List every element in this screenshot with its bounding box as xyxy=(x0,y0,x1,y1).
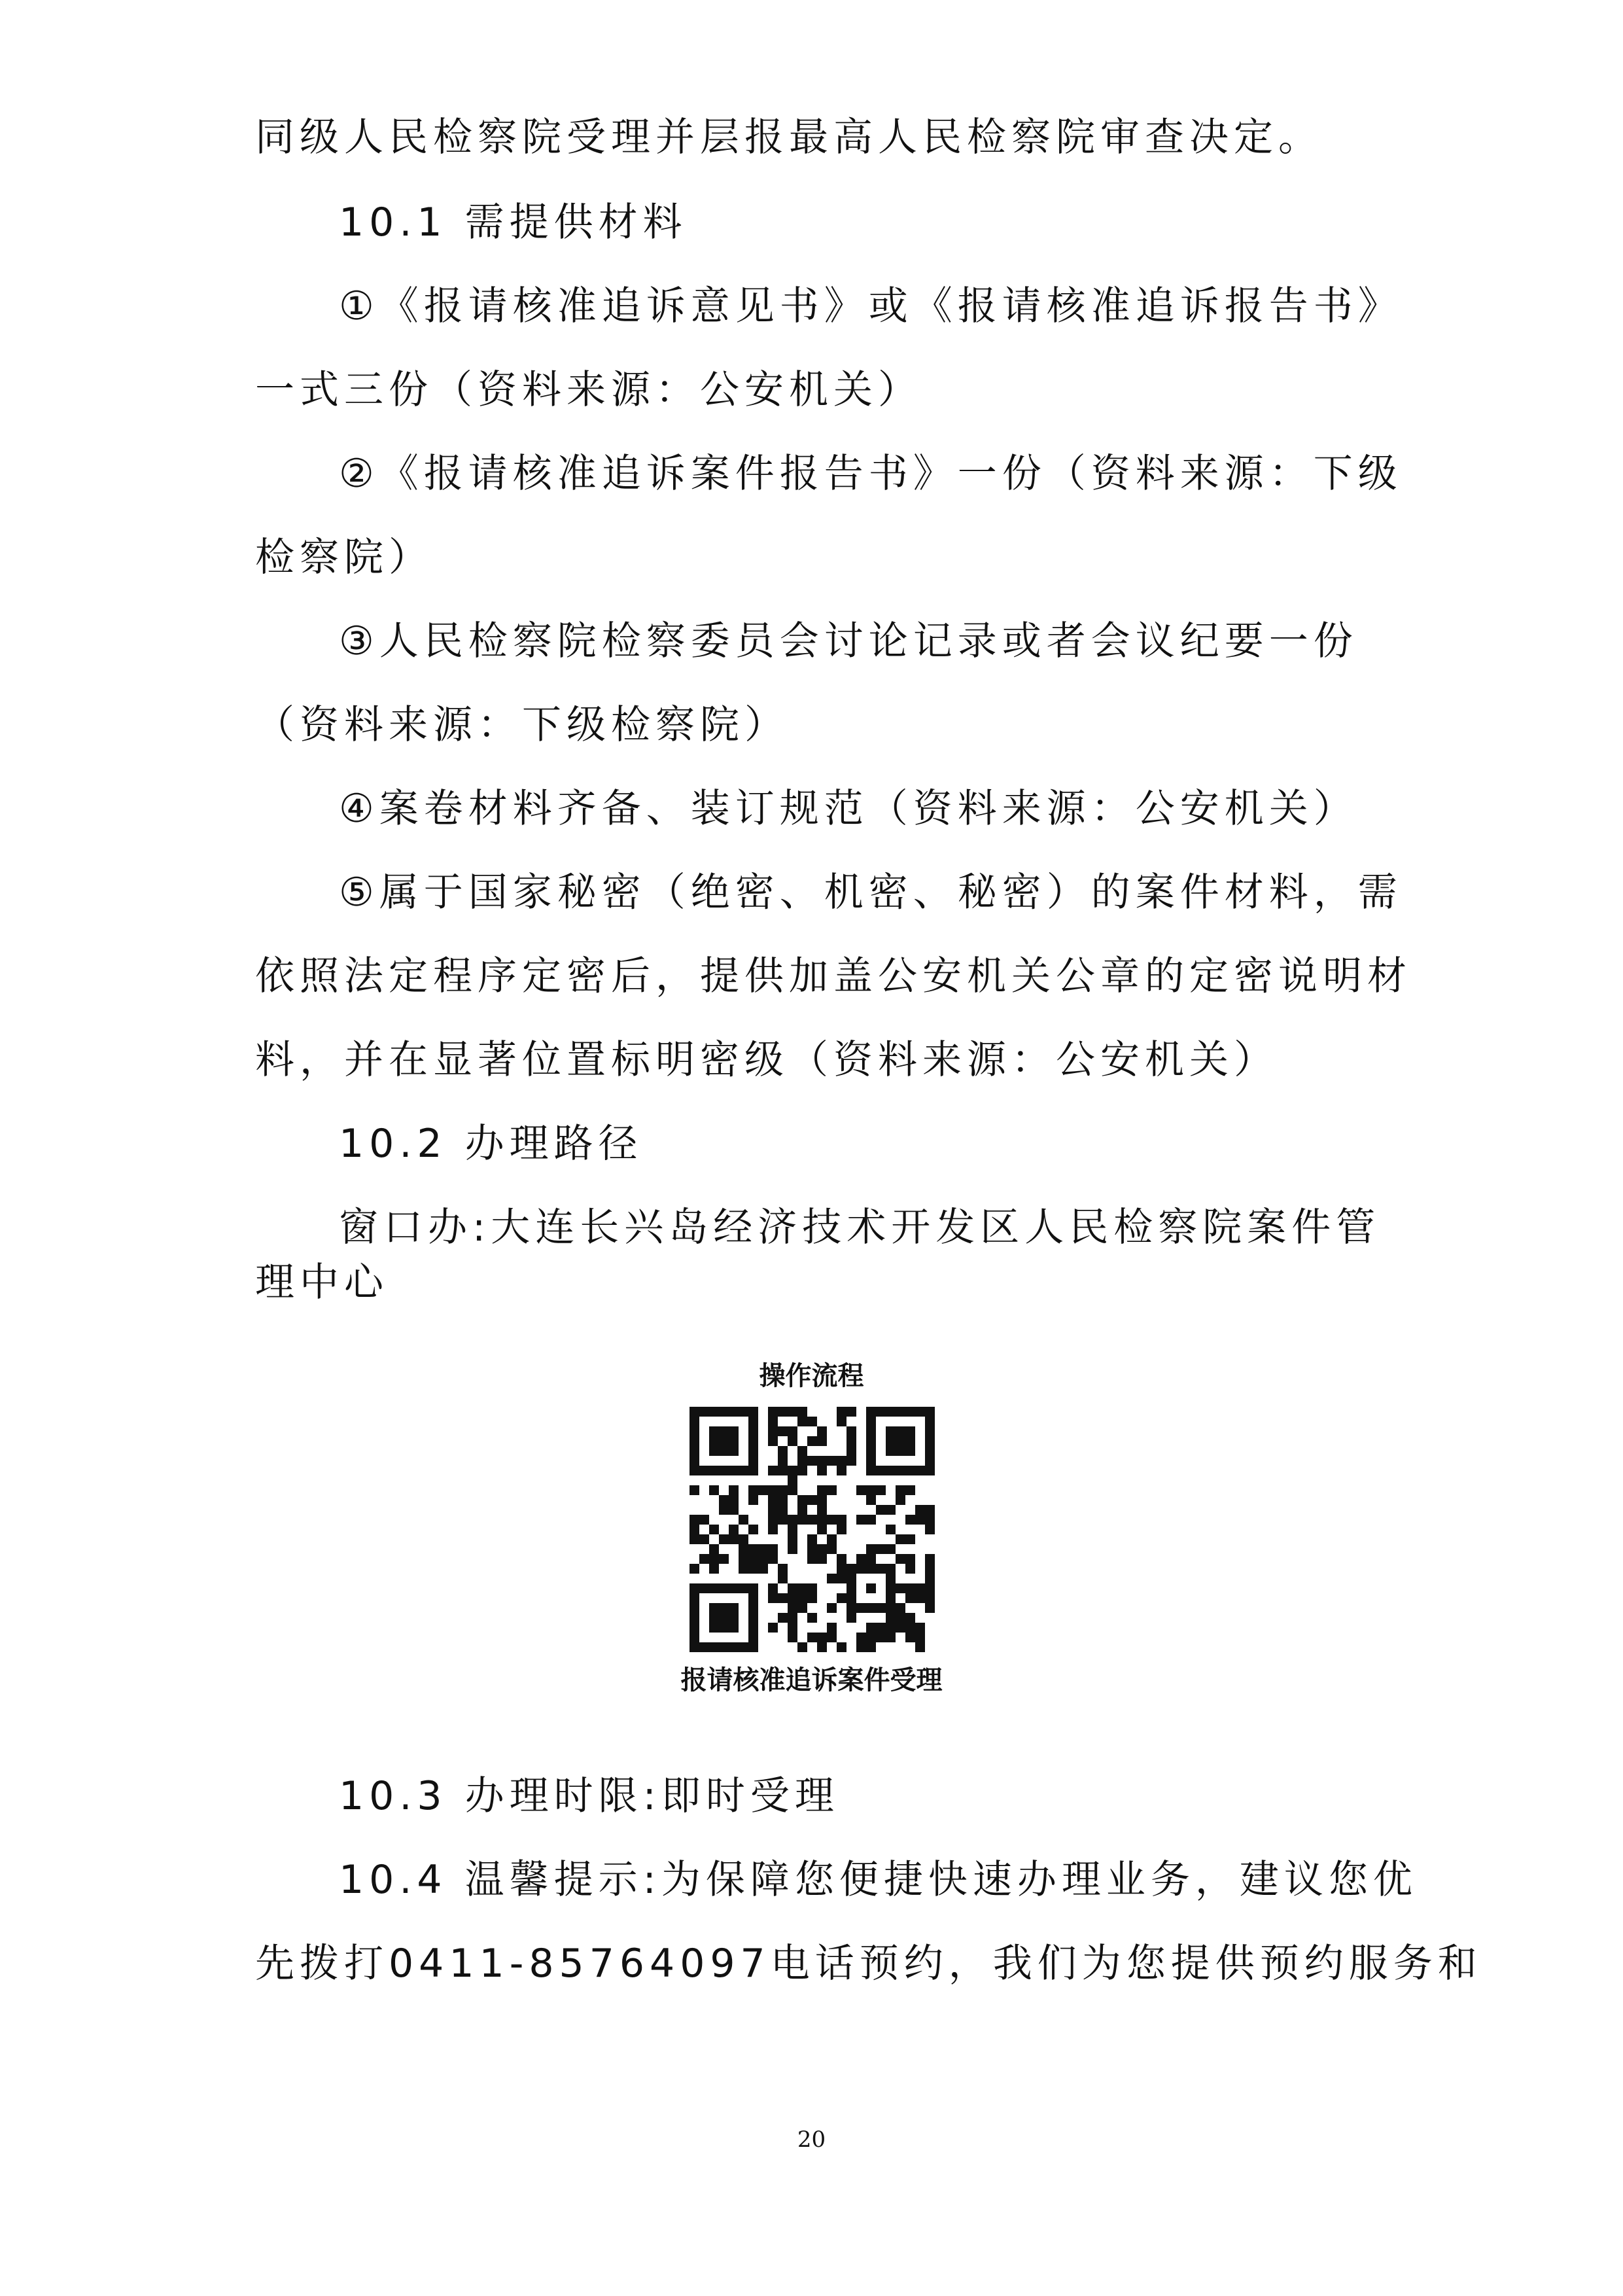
material-item: 一式三份（资料来源：公安机关） xyxy=(255,367,922,413)
paragraph-line: 同级人民检察院受理并层报最高人民检察院审查决定。 xyxy=(255,115,1323,160)
material-item: ①《报请核准追诉意见书》或《报请核准追诉报告书》 xyxy=(339,283,1403,329)
qr-caption: 报请核准追诉案件受理 xyxy=(680,1665,943,1695)
material-item: （资料来源：下级检察院） xyxy=(255,702,789,748)
qr-code-image[interactable] xyxy=(689,1407,935,1652)
paragraph-line: 窗口办:大连长兴岛经济技术开发区人民检察院案件管 xyxy=(339,1205,1381,1250)
tip-line: 先拨打0411-85764097电话预约，我们为您提供预约服务和 xyxy=(255,1941,1482,1987)
qr-title: 操作流程 xyxy=(759,1361,864,1391)
section-heading: 10.3 办理时限:即时受理 xyxy=(339,1773,839,1819)
material-item: ④案卷材料齐备、装订规范（资料来源：公安机关） xyxy=(339,786,1358,832)
material-item: 依照法定程序定密后，提供加盖公安机关公章的定密说明材 xyxy=(255,953,1412,999)
material-item: 料，并在显著位置标明密级（资料来源：公安机关） xyxy=(255,1037,1278,1083)
section-heading: 10.1 需提供材料 xyxy=(339,200,688,245)
material-item: 检察院） xyxy=(255,535,433,580)
tip-line: 10.4 温馨提示:为保障您便捷快速办理业务，建议您优 xyxy=(339,1857,1418,1903)
section-heading: 10.2 办理路径 xyxy=(339,1121,643,1167)
qr-code-icon xyxy=(689,1407,935,1652)
material-item: ⑤属于国家秘密（绝密、机密、秘密）的案件材料，需 xyxy=(339,870,1403,915)
material-item: ③人民检察院检察委员会讨论记录或者会议纪要一份 xyxy=(339,618,1358,664)
paragraph-line: 理中心 xyxy=(255,1260,389,1305)
page-number: 20 xyxy=(797,2127,826,2153)
material-item: ②《报请核准追诉案件报告书》一份（资料来源：下级 xyxy=(339,451,1403,497)
